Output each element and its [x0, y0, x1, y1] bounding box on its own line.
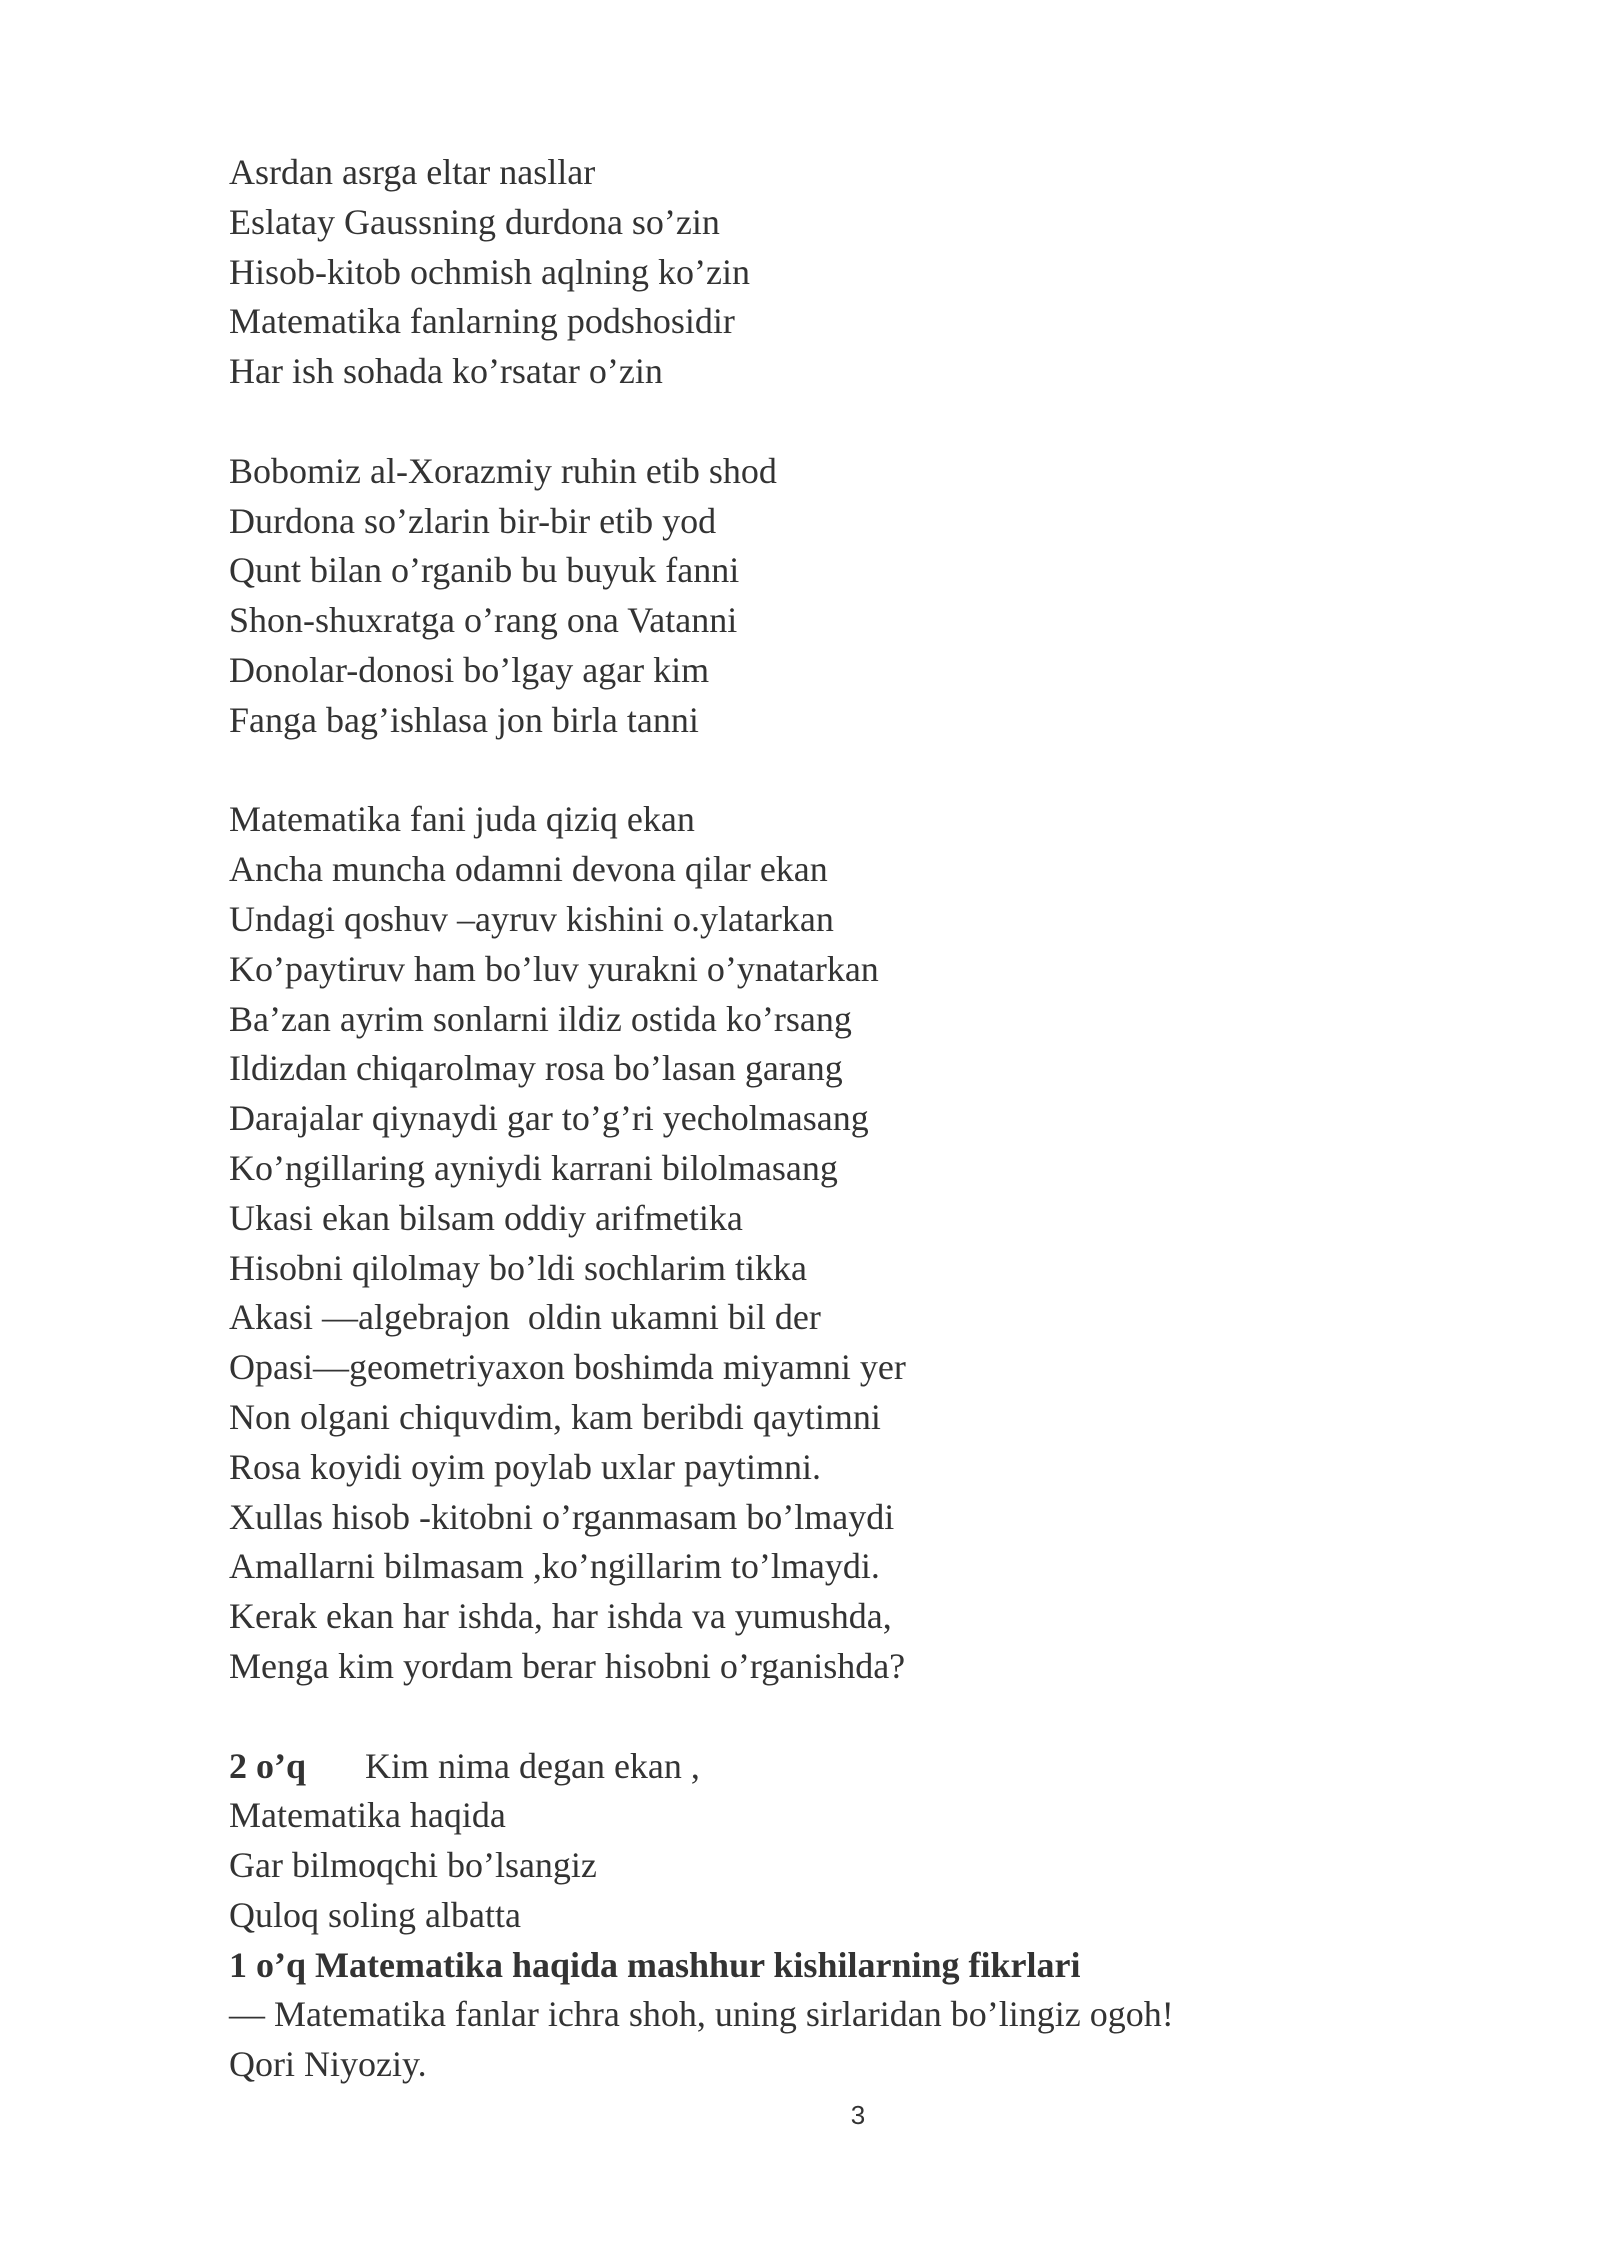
poem-line: Har ish sohada ko’rsatar o’zin [229, 351, 663, 392]
section-heading: 1 o’q Matematika haqida mashhur kishilarning fikrlari [229, 1944, 1081, 1985]
stanza-gap [229, 397, 1529, 447]
poem-line: Kim nima degan ekan , [365, 1745, 700, 1786]
reader-2-first-line [229, 1742, 1529, 1792]
poem-line: Ildizdan chiqarolmay rosa bo’lasan garang [229, 1048, 843, 1089]
poem-line: Undagi qoshuv –ayruv kishini o.ylatarkan [229, 898, 834, 939]
poem-line: Darajalar qiynaydi gar to’g’ri yecholmasang [229, 1098, 869, 1139]
poem-line: Matematika fani juda qiziq ekan [229, 799, 695, 840]
poem-line: Ancha muncha odamni devona qilar ekan [229, 849, 828, 890]
poem-line: Matematika fanlarning podshosidir [229, 301, 735, 342]
poem-line: Ko’paytiruv ham bo’luv yurakni o’ynatarkan [229, 948, 879, 989]
poem-line: Asrdan asrga eltar nasllar [229, 152, 596, 192]
stanza-gap [229, 746, 1529, 796]
poem-line: Bobomiz al-Xorazmiy ruhin etib shod [229, 450, 777, 491]
poem-line: Opasi—geometriyaxon boshimda miyamni yer [229, 1347, 906, 1388]
page-number: 3 [850, 2100, 866, 2130]
poem-line: Non olgani chiquvdim, kam beribdi qaytimni [229, 1396, 881, 1437]
stanza-gap [229, 1692, 1529, 1742]
poem-line: Qunt bilan o’rganib bu buyuk fanni [229, 550, 740, 591]
poem-stanza-2 [229, 447, 1529, 746]
poem-line: Quloq soling albatta [229, 1894, 521, 1935]
quote-author: Qori Niyoziy. [229, 2044, 427, 2085]
poem-line: Amallarni bilmasam ,ko’ngillarim to’lmaydi. [229, 1546, 880, 1587]
poem-line: Ko’ngillaring ayniydi karrani bilolmasang [229, 1147, 838, 1188]
poem-stanza-3 [229, 795, 1529, 1691]
reader-label: 2 o’q [229, 1745, 307, 1786]
poem-line: Ba’zan ayrim sonlarni ildiz ostida ko’rsang [229, 998, 852, 1039]
document-page [229, 148, 1529, 2090]
poem-line: Fanga bag’ishlasa jon birla tanni [229, 699, 699, 740]
poem-line: Menga kim yordam berar hisobni o’rganishda? [229, 1645, 906, 1686]
poem-line: Matematika haqida [229, 1795, 506, 1836]
poem-line: Hisobni qilolmay bo’ldi sochlarim tikka [229, 1247, 807, 1288]
poem-stanza-1 [229, 148, 1529, 397]
poem-line: Gar bilmoqchi bo’lsangiz [229, 1845, 597, 1886]
reader-1-section [229, 1941, 1529, 2090]
poem-line: Xullas hisob -kitobni o’rganmasam bo’lmaydi [229, 1496, 895, 1537]
poem-line: Ukasi ekan bilsam oddiy arifmetika [229, 1197, 743, 1238]
poem-line: Akasi —algebrajon oldin ukamni bil der [229, 1297, 821, 1338]
poem-line: Hisob-kitob ochmish aqlning ko’zin [229, 251, 750, 292]
poem-line: Rosa koyidi oyim poylab uxlar paytimni. [229, 1446, 821, 1487]
poem-line: Shon-shuxratga o’rang ona Vatanni [229, 600, 738, 641]
poem-line: Kerak ekan har ishda, har ishda va yumushda, [229, 1596, 892, 1637]
quote-text: — Matematika fanlar ichra shoh, uning sirlaridan bo’lingiz ogoh! [229, 1994, 1174, 2035]
reader-2-section [229, 1742, 1529, 1941]
poem-line: Eslatay Gaussning durdona so’zin [229, 201, 720, 242]
poem-line: Donolar-donosi bo’lgay agar kim [229, 649, 710, 690]
poem-line: Durdona so’zlarin bir-bir etib yod [229, 500, 717, 541]
